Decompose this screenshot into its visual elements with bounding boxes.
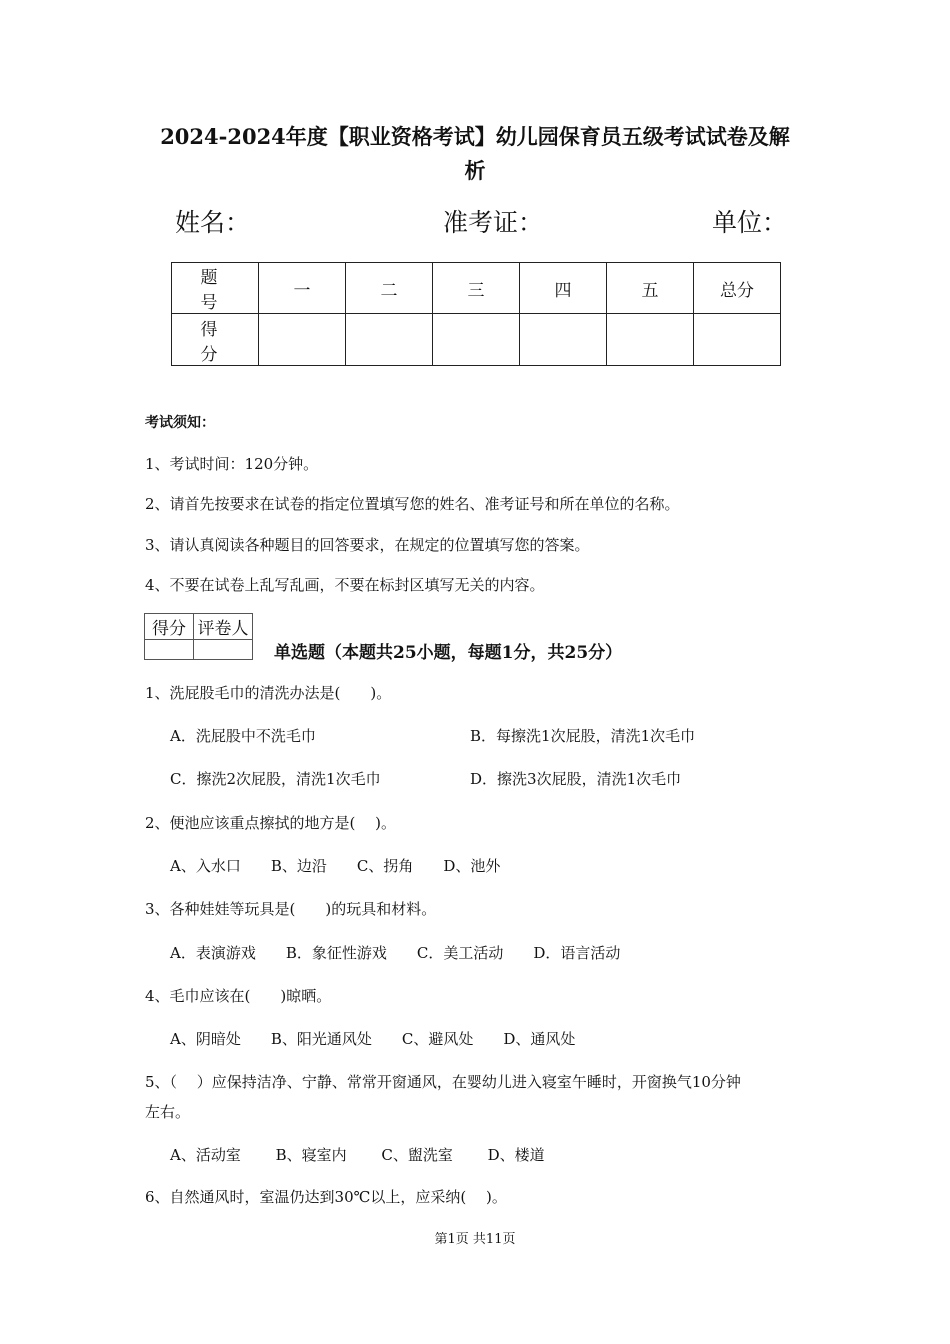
- notice-item-3: 3、请认真阅读各种题目的回答要求，在规定的位置填写您的答案。: [145, 536, 590, 554]
- header-part-3: 三: [433, 263, 520, 314]
- header-question-no: 题 号: [172, 263, 259, 314]
- score-cell-total[interactable]: [694, 314, 781, 366]
- score-cell-4[interactable]: [520, 314, 607, 366]
- question-1-option-c: C．擦洗2次屁股，清洗1次毛巾: [170, 770, 381, 788]
- question-2-stem: 2、便池应该重点擦拭的地方是( )。: [145, 814, 397, 832]
- question-1-option-d: D．擦洗3次屁股，清洗1次毛巾: [470, 770, 682, 788]
- header-part-1: 一: [259, 263, 346, 314]
- grader-reviewer-cell[interactable]: [194, 640, 253, 660]
- page-footer: 第1页 共11页: [434, 1232, 516, 1247]
- score-row-label: 得 分: [172, 314, 259, 366]
- notice-item-2: 2、请首先按要求在试卷的指定位置填写您的姓名、准考证号和所在单位的名称。: [145, 495, 680, 513]
- unit-label: 单位：: [712, 208, 788, 237]
- notice-item-1: 1、考试时间：120分钟。: [145, 455, 319, 473]
- question-5-stem: 5、（ ）应保持洁净、宁静、常常开窗通风，在婴幼儿进入寝室午睡时，开窗换气10分钟: [145, 1073, 741, 1091]
- grader-score-cell[interactable]: [145, 640, 194, 660]
- question-2-options: A、入水口 B、边沿 C、拐角 D、池外: [170, 857, 501, 875]
- question-5-options: A、活动室 B、寝室内 C、盥洗室 D、楼道: [170, 1146, 545, 1164]
- question-3-stem: 3、各种娃娃等玩具是( )的玩具和材料。: [145, 900, 437, 918]
- score-table: [171, 262, 781, 366]
- name-label: 姓名：: [175, 208, 251, 237]
- score-table-header-row: [172, 263, 781, 314]
- score-cell-3[interactable]: [433, 314, 520, 366]
- exam-title-line1: 2024-2024年度【职业资格考试】幼儿园保育员五级考试试卷及解: [160, 124, 790, 149]
- question-4-stem: 4、毛巾应该在( )晾晒。: [145, 987, 332, 1005]
- question-3-options: A．表演游戏 B．象征性游戏 C．美工活动 D．语言活动: [170, 944, 621, 962]
- header-part-4: 四: [520, 263, 607, 314]
- exam-title-line2: 析: [464, 158, 486, 183]
- header-part-2: 二: [346, 263, 433, 314]
- header-total: 总分: [694, 263, 781, 314]
- header-part-5: 五: [607, 263, 694, 314]
- question-1-option-a: A．洗屁股中不洗毛巾: [170, 727, 316, 745]
- question-1-option-b: B．每擦洗1次屁股，清洗1次毛巾: [470, 727, 696, 745]
- question-6-stem: 6、自然通风时，室温仍达到30℃以上，应采纳( )。: [145, 1188, 507, 1206]
- notice-heading: 考试须知：: [145, 415, 215, 431]
- score-cell-5[interactable]: [607, 314, 694, 366]
- notice-item-4: 4、不要在试卷上乱写乱画，不要在标封区填写无关的内容。: [145, 576, 545, 594]
- section-title: 单选题（本题共25小题，每题1分，共25分）: [274, 643, 623, 663]
- score-cell-1[interactable]: [259, 314, 346, 366]
- score-table-score-row: [172, 314, 781, 366]
- grader-reviewer-label: 评卷人: [194, 614, 253, 640]
- grader-score-label: 得分: [145, 614, 194, 640]
- score-cell-2[interactable]: [346, 314, 433, 366]
- exam-id-label: 准考证：: [443, 208, 544, 237]
- question-5-stem-continued: 左右。: [145, 1103, 191, 1121]
- grader-table: [144, 613, 253, 660]
- question-1-stem: 1、洗屁股毛巾的清洗办法是( )。: [145, 684, 392, 702]
- question-4-options: A、阴暗处 B、阳光通风处 C、避风处 D、通风处: [170, 1030, 576, 1048]
